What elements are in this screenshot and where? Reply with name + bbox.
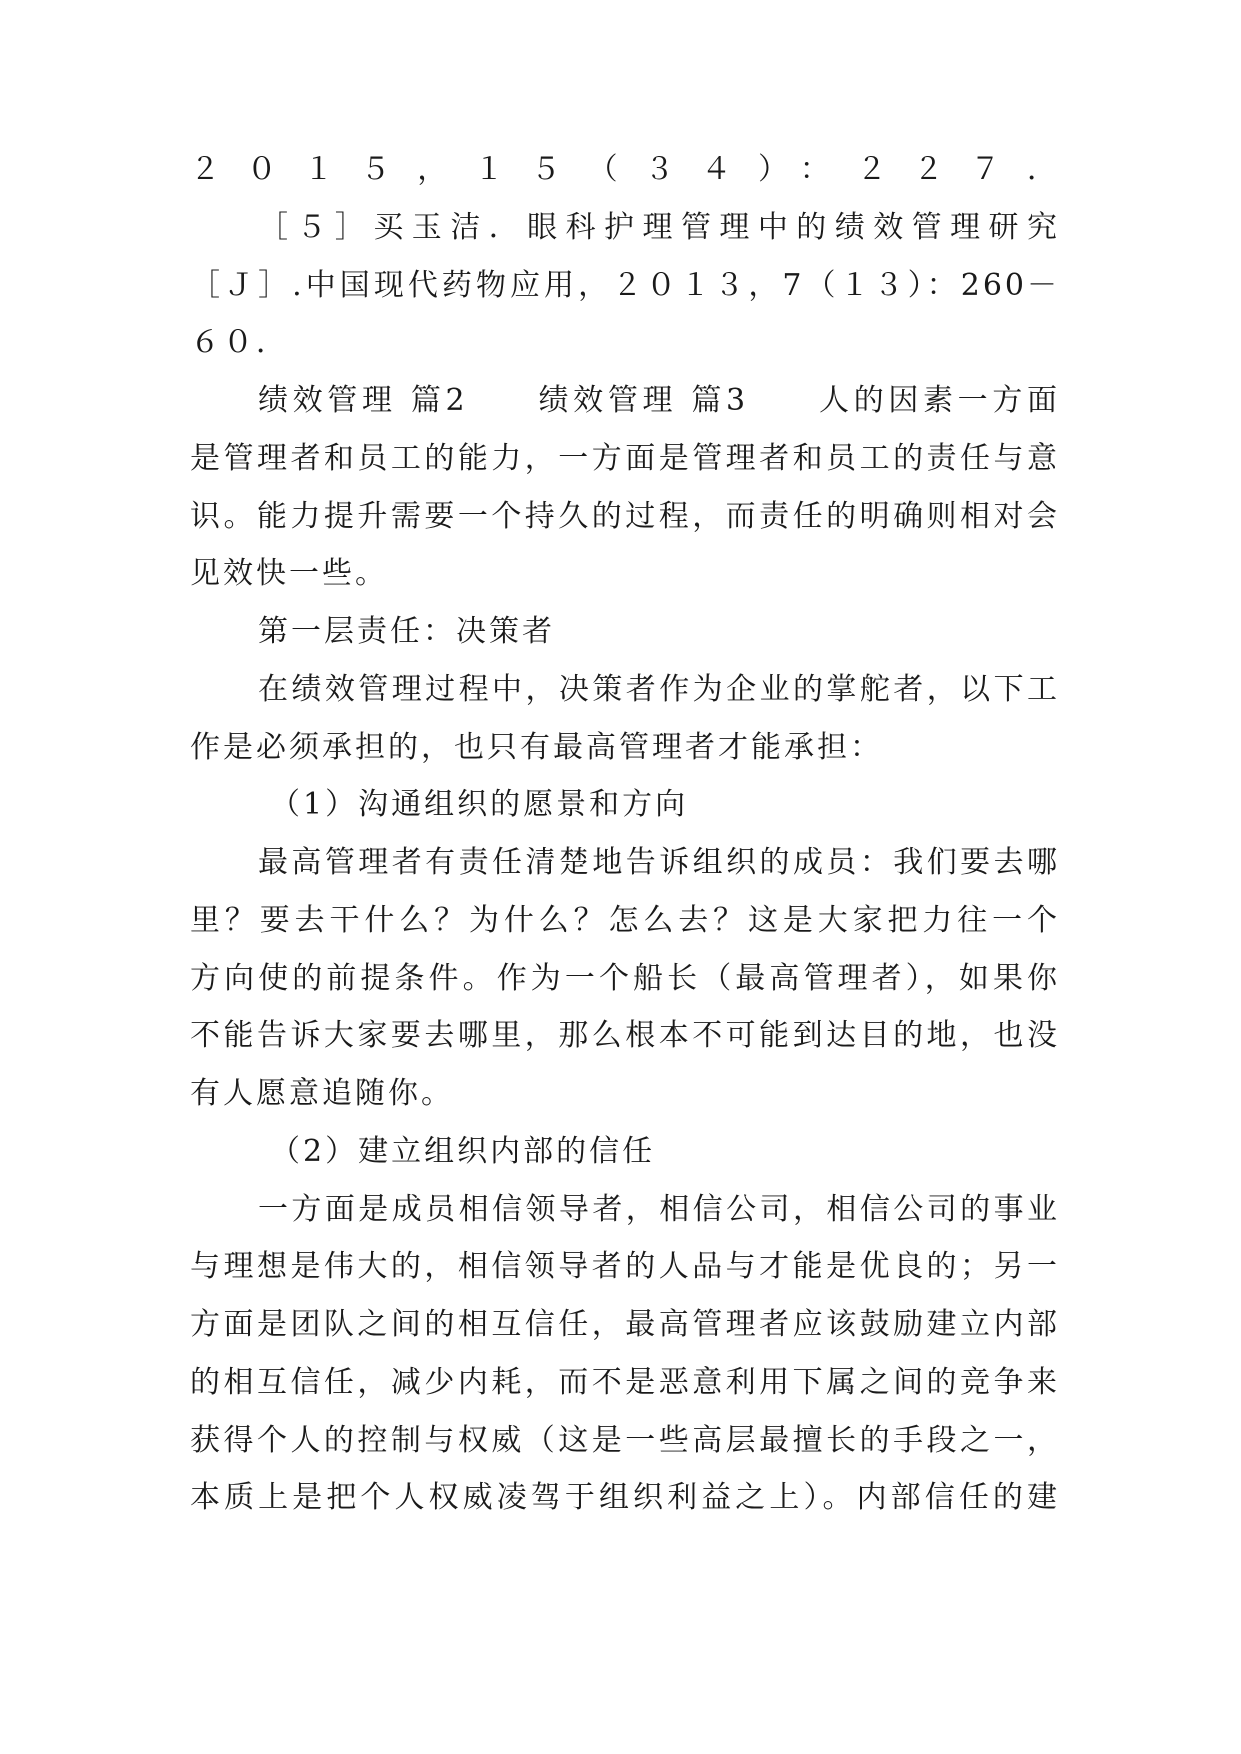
reference-5-source: ［Ｊ］.中国现代药物应用，２０１３，7（１３）：260－ xyxy=(190,268,1060,303)
paragraph-line: 的相互信任，减少内耗，而不是恶意利用下属之间的竞争来 xyxy=(190,1365,1060,1400)
paragraph-line: 获得个人的控制与权威（这是一些高层最擅长的手段之一， xyxy=(190,1423,1060,1458)
paragraph-line: 方向使的前提条件。作为一个船长（最高管理者），如果你 xyxy=(190,961,1060,996)
paragraph-line: 是管理者和员工的能力，一方面是管理者和员工的责任与意 xyxy=(190,441,1060,476)
paragraph-line: 识。能力提升需要一个持久的过程，而责任的明确则相对会 xyxy=(190,499,1060,534)
paragraph-line: 里？要去干什么？为什么？怎么去？这是大家把力往一个 xyxy=(190,903,1060,938)
paragraph-line: 在绩效管理过程中，决策者作为企业的掌舵者，以下工 xyxy=(258,672,1060,707)
paragraph-line: 最高管理者有责任清楚地告诉组织的成员：我们要去哪 xyxy=(258,845,1060,880)
paragraph-line: 本质上是把个人权威凌驾于组织利益之上）。内部信任的建 xyxy=(190,1480,1060,1515)
reference-4-continuation: ２０１５，１５（３４）：２２７． xyxy=(190,152,1060,187)
section-heading: 第一层责任：决策者 xyxy=(258,614,555,649)
paragraph-line: 与理想是伟大的，相信领导者的人品与才能是优良的；另一 xyxy=(190,1249,1060,1284)
paragraph-line: 见效快一些。 xyxy=(190,556,388,591)
paragraph-line: 方面是团队之间的相互信任，最高管理者应该鼓励建立内部 xyxy=(190,1307,1060,1342)
paragraph-line: 绩效管理 篇2 绩效管理 篇3 人的因素一方面 xyxy=(258,383,1060,418)
subsection-heading: （2）建立组织内部的信任 xyxy=(270,1134,656,1169)
reference-5-end: ６０． xyxy=(190,325,289,360)
paragraph-line: 作是必须承担的，也只有最高管理者才能承担： xyxy=(190,730,883,765)
paragraph-line: 一方面是成员相信领导者，相信公司，相信公司的事业 xyxy=(258,1192,1060,1227)
reference-5-title: ［５］买玉洁．眼科护理管理中的绩效管理研究 xyxy=(258,210,1060,245)
paragraph-line: 不能告诉大家要去哪里，那么根本不可能到达目的地，也没 xyxy=(190,1018,1060,1053)
paragraph-line: 有人愿意追随你。 xyxy=(190,1076,454,1111)
subsection-heading: （1）沟通组织的愿景和方向 xyxy=(270,787,689,822)
